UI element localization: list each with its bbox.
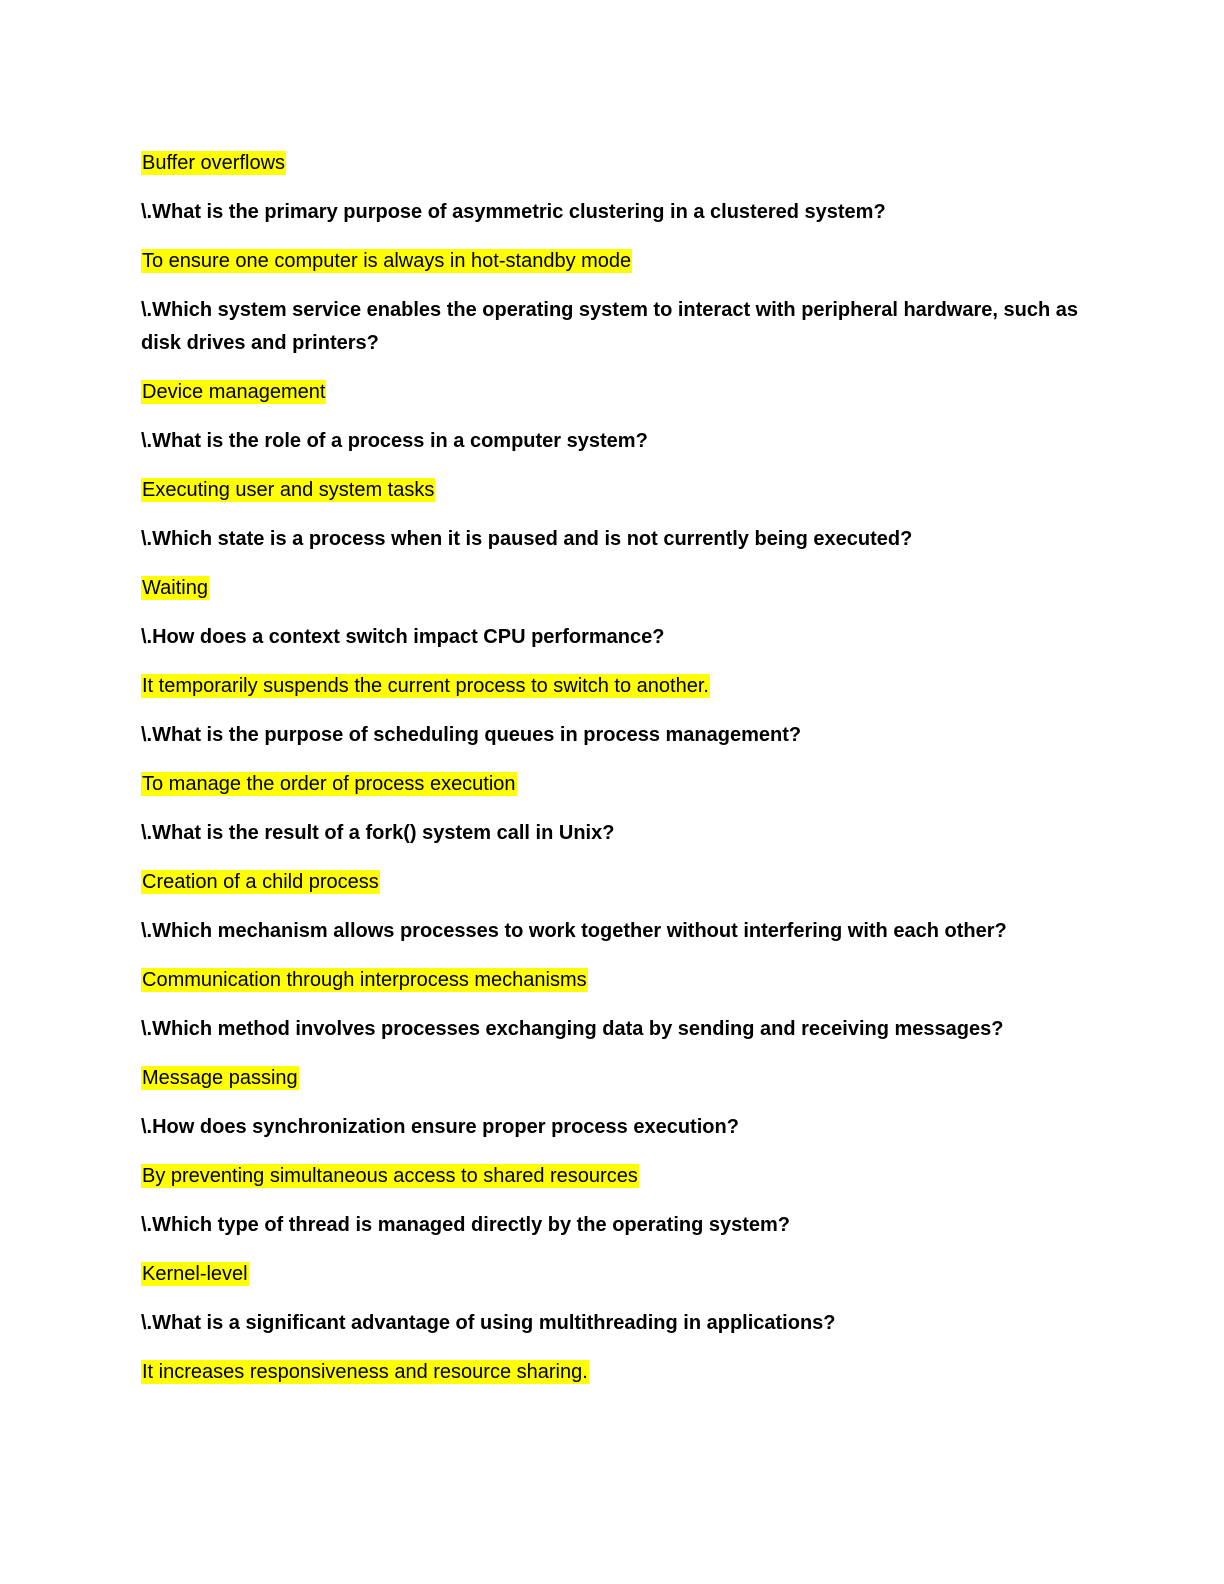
question-text: \.Which system service enables the operating system to interact with peripheral hardware, such as disk drives and printers? bbox=[141, 299, 1078, 354]
answer-text bbox=[141, 474, 1081, 507]
answer-text bbox=[141, 670, 1081, 703]
question-text: \.What is the role of a process in a computer system? bbox=[141, 430, 648, 452]
highlighted-answer: Buffer overflows bbox=[142, 152, 286, 174]
question-text: \.What is the purpose of scheduling queues in process management? bbox=[141, 724, 802, 746]
answer-text bbox=[141, 1062, 1081, 1095]
answer-text bbox=[141, 964, 1081, 997]
highlighted-answer: Executing user and system tasks bbox=[142, 479, 435, 501]
document-body bbox=[141, 147, 1081, 1405]
highlighted-answer: To manage the order of process execution bbox=[142, 773, 516, 795]
question-text: \.Which mechanism allows processes to work together without interfering with each other? bbox=[141, 920, 1007, 942]
question-text: \.What is the primary purpose of asymmetric clustering in a clustered system? bbox=[141, 201, 886, 223]
question-text: \.Which state is a process when it is paused and is not currently being executed? bbox=[141, 528, 913, 550]
answer-text bbox=[141, 1356, 1081, 1389]
question-text: \.What is a significant advantage of using multithreading in applications? bbox=[141, 1312, 836, 1334]
highlighted-answer: By preventing simultaneous access to shared resources bbox=[142, 1165, 638, 1187]
highlighted-answer: It temporarily suspends the current process to switch to another. bbox=[142, 675, 709, 697]
question-text: \.Which type of thread is managed directly by the operating system? bbox=[141, 1214, 791, 1236]
answer-text bbox=[141, 572, 1081, 605]
answer-text bbox=[141, 866, 1081, 899]
highlighted-answer: Communication through interprocess mechanisms bbox=[142, 969, 587, 991]
question-text: \.How does synchronization ensure proper process execution? bbox=[141, 1116, 739, 1138]
highlighted-answer: Creation of a child process bbox=[142, 871, 379, 893]
highlighted-answer: Message passing bbox=[142, 1067, 298, 1089]
highlighted-answer: Waiting bbox=[142, 577, 208, 599]
question-text: \.What is the result of a fork() system call in Unix? bbox=[141, 822, 615, 844]
answer-text bbox=[141, 376, 1081, 409]
answer-text bbox=[141, 1160, 1081, 1193]
answer-text bbox=[141, 1258, 1081, 1291]
question-text: \.How does a context switch impact CPU performance? bbox=[141, 626, 665, 648]
highlighted-answer: To ensure one computer is always in hot-standby mode bbox=[142, 250, 632, 272]
highlighted-answer: It increases responsiveness and resource sharing. bbox=[142, 1361, 588, 1383]
question-text: \.Which method involves processes exchanging data by sending and receiving messages? bbox=[141, 1018, 1004, 1040]
answer-text bbox=[141, 245, 1081, 278]
highlighted-answer: Device management bbox=[142, 381, 326, 403]
answer-text bbox=[141, 768, 1081, 801]
answer-text bbox=[141, 147, 1081, 180]
highlighted-answer: Kernel-level bbox=[142, 1263, 248, 1285]
